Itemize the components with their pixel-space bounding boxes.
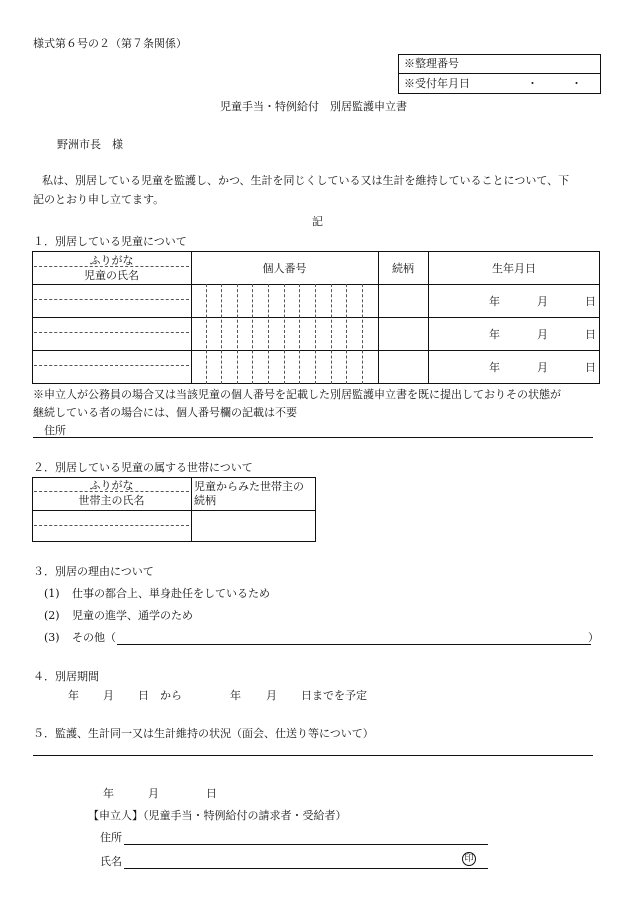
number-note-line-2: 継続している者の場合には、個人番号欄の記載は不要 [33, 406, 297, 419]
period-day-from: 日 から [138, 689, 182, 702]
children-header-furigana-divider [34, 266, 189, 267]
reason-2-text: 児童の進学、通学のため [72, 609, 193, 622]
reason-1-text: 仕事の都合上、単身赴任をしているため [72, 587, 270, 600]
other-reason-close-paren: ） [588, 631, 599, 644]
children-furigana-header: ふりがな [89, 254, 134, 267]
footer-month: 月 [148, 787, 159, 800]
reason-3-number[interactable]: (3) [44, 631, 60, 644]
intro-line-1: 私は、別居している児童を監護し、かつ、生計を同じくしている又は生計を維持していることについて、下 [42, 174, 570, 187]
section5-heading: ５．監護、生計同一又は生計維持の状況（面会、仕送り等について） [33, 727, 374, 740]
birth-day-label: 日 [585, 295, 596, 308]
children-birth-header: 生年月日 [492, 262, 536, 275]
digit-divider [237, 284, 238, 384]
form-code: 様式第６号の２（第７条関係） [33, 37, 187, 50]
birth-month-label: 月 [537, 361, 548, 374]
birth-day-label: 日 [585, 328, 596, 341]
footer-year: 年 [103, 787, 114, 800]
reason-2-number[interactable]: (2) [44, 609, 60, 622]
addressee: 野洲市長 様 [57, 138, 123, 151]
household-header-furigana-divider [34, 491, 189, 492]
period-month-from: 月 [103, 689, 114, 702]
office-box-divider [398, 73, 601, 74]
applicant-address-line[interactable] [124, 844, 488, 845]
ki-marker: 記 [312, 215, 323, 228]
child-address-line[interactable] [33, 437, 593, 438]
seal-icon: 印 [462, 852, 476, 866]
period-year-until: 年 [230, 689, 241, 702]
section2-heading: ２．別居している児童の属する世帯について [33, 461, 253, 474]
number-note-line-1: ※申立人が公務員の場合又は当該児童の個人番号を記載した別居監護申立書を既に提出しておりその状態が [33, 388, 561, 401]
applicant-name-label: 氏名 [100, 855, 122, 868]
section3-heading: ３．別居の理由について [33, 565, 154, 578]
other-reason-line[interactable] [117, 644, 591, 645]
digit-divider [362, 284, 363, 384]
birth-year-label: 年 [489, 361, 500, 374]
household-table-row-line [32, 510, 316, 511]
period-month-until: 月 [266, 689, 277, 702]
reason-3-text: その他（ [72, 631, 116, 644]
children-table-row-line [32, 284, 600, 285]
birth-day-label: 日 [585, 361, 596, 374]
page-title: 児童手当・特例給付 別居監護申立書 [220, 100, 407, 113]
birth-month-label: 月 [537, 295, 548, 308]
row-furigana-divider [34, 299, 189, 300]
applicant-name-line[interactable] [124, 868, 488, 869]
household-row-furigana-divider [34, 525, 189, 526]
birth-year-label: 年 [489, 295, 500, 308]
digit-divider [346, 284, 347, 384]
period-day-until: 日までを予定 [301, 689, 367, 702]
reference-no-label: ※整理番号 [404, 57, 459, 70]
intro-line-2: 記のとおり申し立てます。 [33, 193, 165, 206]
reason-1-number[interactable]: (1) [44, 587, 60, 600]
digit-divider [315, 284, 316, 384]
row-furigana-divider [34, 365, 189, 366]
digit-divider [221, 284, 222, 384]
applicant-address-label: 住所 [100, 831, 122, 844]
child-address-label: 住所 [44, 424, 66, 437]
children-name-header: 児童の氏名 [84, 269, 139, 282]
received-date-label: ※受付年月日 [404, 77, 470, 90]
birth-month-label: 月 [537, 328, 548, 341]
digit-divider [331, 284, 332, 384]
section4-heading: ４．別居期間 [33, 670, 99, 683]
children-number-header: 個人番号 [262, 262, 307, 275]
footer-day: 日 [206, 787, 217, 800]
digit-divider [206, 284, 207, 384]
children-table-row-line [32, 350, 600, 351]
applicant-label: 【申立人】（児童手当・特例給付の請求者・受給者） [88, 809, 347, 822]
children-table-row-line [32, 317, 600, 318]
birth-year-label: 年 [489, 328, 500, 341]
household-relation-header-2: 続柄 [194, 494, 216, 507]
support-status-line[interactable] [33, 755, 593, 756]
children-relation-header: 続柄 [392, 262, 414, 275]
digit-divider [252, 284, 253, 384]
period-year-from: 年 [68, 689, 79, 702]
household-name-header: 世帯主の氏名 [78, 494, 145, 507]
digit-divider [284, 284, 285, 384]
household-relation-header-1: 児童からみた世帯主の [194, 480, 304, 493]
digit-divider [299, 284, 300, 384]
received-date-dots: ・ ・ [527, 77, 582, 90]
digit-divider [268, 284, 269, 384]
row-furigana-divider [34, 332, 189, 333]
household-furigana-header: ふりがな [89, 479, 134, 492]
section1-heading: １．別居している児童について [33, 235, 187, 248]
